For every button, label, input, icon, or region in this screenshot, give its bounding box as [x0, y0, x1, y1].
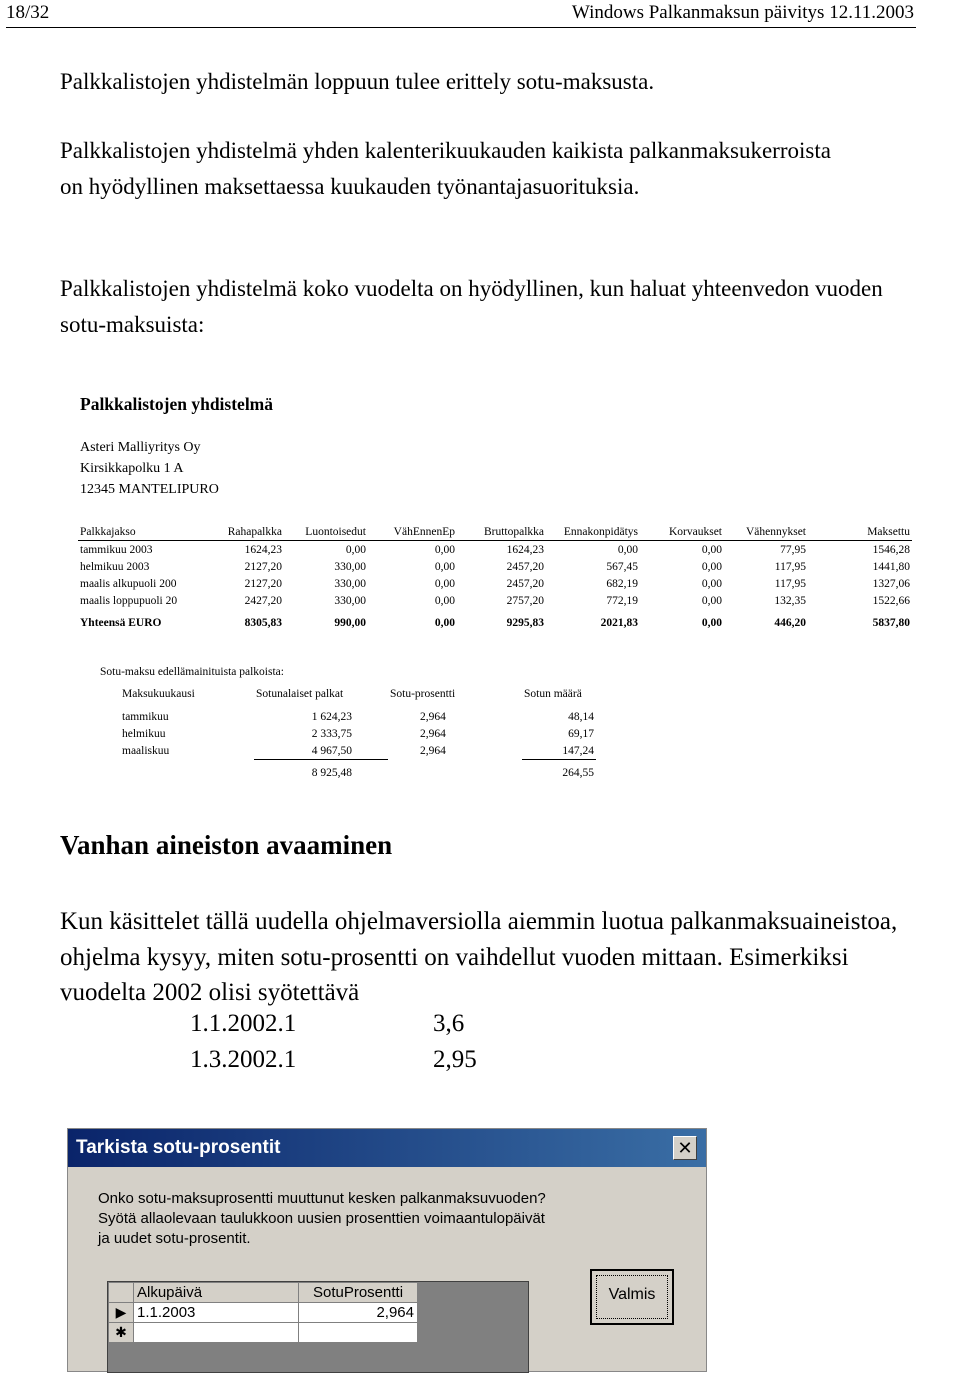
- example-value: 2,95: [433, 1046, 477, 1073]
- column-header: Sotunalaiset palkat: [256, 688, 344, 700]
- sotu-table: [120, 688, 596, 781]
- column-header: VähEnnenEp: [368, 524, 457, 541]
- cell: 567,45: [606, 560, 638, 573]
- table-row: [78, 558, 912, 575]
- dialog-titlebar[interactable]: [68, 1129, 706, 1167]
- section-heading: Vanhan aineiston avaaminen: [60, 830, 393, 860]
- table-header-row: [78, 524, 912, 541]
- sotu-section-title: Sotu-maksu edellämainituista palkoista:: [100, 666, 284, 678]
- cell: tammikuu 2003: [80, 543, 153, 556]
- cell: 2127,20: [244, 560, 282, 573]
- column-header: Maksettu: [808, 524, 912, 541]
- column-header: Maksukuukausi: [122, 688, 195, 700]
- cell: 0,00: [701, 594, 722, 607]
- cell: 0,00: [434, 594, 455, 607]
- cell: Yhteensä EURO: [80, 616, 162, 629]
- percent-cell[interactable]: 2,964: [299, 1303, 418, 1323]
- cell: 147,24: [562, 744, 594, 757]
- cell: 330,00: [334, 577, 366, 590]
- cell: tammikuu: [122, 710, 169, 723]
- dialog-message: [98, 1189, 568, 1249]
- cell: 2457,20: [506, 560, 544, 573]
- paragraph-3: Palkkalistojen yhdistelmä koko vuodelta on hyödyllinen, kun haluat yhteenvedon vuoden sotu-maksuista:: [60, 276, 883, 337]
- table-total-row: [78, 609, 912, 631]
- page-number: 18/32: [6, 2, 50, 23]
- cell: maalis alkupuoli 200: [80, 577, 177, 590]
- cell: 1624,23: [506, 543, 544, 556]
- message-line: Syötä allaolevaan taulukkoon uusien prosenttien voimaantulopäivät: [98, 1210, 545, 1227]
- cell: 77,95: [780, 543, 806, 556]
- date-cell[interactable]: 1.1.2003: [134, 1303, 299, 1323]
- table-row: [120, 742, 596, 760]
- cell: 330,00: [334, 594, 366, 607]
- cell: 1441,80: [872, 560, 910, 573]
- company-name: Asteri Malliyritys Oy: [80, 440, 201, 455]
- column-header: Palkkajakso: [78, 524, 200, 541]
- table-row: [78, 541, 912, 559]
- cell: maalis loppupuoli 20: [80, 594, 178, 607]
- column-header: Ennakonpidätys: [546, 524, 640, 541]
- message-line: ja uudet sotu-prosentit.: [98, 1230, 251, 1247]
- company-street: Kirsikkapolku 1 A: [80, 461, 184, 476]
- cell: 2021,83: [600, 616, 638, 629]
- grid-header-row: [109, 1283, 418, 1303]
- column-header: Vähennykset: [724, 524, 808, 541]
- example-date: 1.3.2002.1: [190, 1046, 297, 1073]
- cell: 0,00: [701, 543, 722, 556]
- cell: 48,14: [568, 710, 594, 723]
- cell: 0,00: [617, 543, 638, 556]
- cell: 0,00: [701, 616, 722, 629]
- cell: 2127,20: [244, 577, 282, 590]
- message-line: Onko sotu-maksuprosentti muuttunut kesken palkanmaksuvuoden?: [98, 1190, 546, 1207]
- cell: 69,17: [568, 727, 594, 740]
- column-header: Sotu-prosentti: [390, 688, 456, 700]
- section-paragraph: Kun käsittelet tällä uudella ohjelmaversiolla aiemmin luotua palkanmaksuaineistoa, ohjelma kysyy, miten sotu-prosentti on vaihdellut vuoden mittaan. Esimerkiksi vuodelta 2002 olisi syötettävä: [60, 908, 898, 1006]
- column-header: Rahapalkka: [200, 524, 284, 541]
- cell: 990,00: [334, 616, 366, 629]
- cell: 2427,20: [244, 594, 282, 607]
- cell: 772,19: [606, 594, 638, 607]
- column-header: Sotun määrä: [524, 688, 582, 700]
- percent-cell[interactable]: [299, 1323, 418, 1343]
- new-row-icon[interactable]: ✱: [109, 1323, 134, 1343]
- cell: 1546,28: [872, 543, 910, 556]
- cell: 117,95: [774, 577, 806, 590]
- table-header-row: [120, 688, 596, 708]
- cell: 0,00: [434, 616, 455, 629]
- cell: 0,00: [701, 577, 722, 590]
- report-title: Palkkalistojen yhdistelmä: [80, 394, 274, 414]
- cell: 1624,23: [244, 543, 282, 556]
- cell: 117,95: [774, 560, 806, 573]
- table-row: [120, 708, 596, 725]
- close-icon[interactable]: ✕: [673, 1136, 697, 1160]
- cell: 1522,66: [872, 594, 910, 607]
- cell: 1 624,23: [311, 710, 352, 723]
- cell: 0,00: [434, 577, 455, 590]
- cell: 2 333,75: [311, 727, 352, 740]
- cell: 8 925,48: [254, 760, 388, 782]
- example-value: 3,6: [433, 1010, 465, 1037]
- example-date: 1.1.2002.1: [190, 1010, 297, 1037]
- date-cell[interactable]: [134, 1323, 299, 1343]
- cell: 5837,80: [872, 616, 910, 629]
- cell: 2,964: [420, 727, 446, 740]
- cell: helmikuu: [122, 727, 166, 740]
- cell: 2,964: [420, 744, 446, 757]
- cell: 330,00: [334, 560, 366, 573]
- paragraph-1: Palkkalistojen yhdistelmän loppuun tulee erittely sotu-maksusta.: [60, 69, 655, 94]
- company-city: 12345 MANTELIPURO: [80, 482, 219, 497]
- table-total-row: [120, 760, 596, 782]
- cell: 0,00: [345, 543, 366, 556]
- header-divider: [6, 27, 916, 28]
- cell: 0,00: [701, 560, 722, 573]
- row-selector-icon[interactable]: ▶: [109, 1303, 134, 1323]
- cell: 682,19: [606, 577, 638, 590]
- grid-row[interactable]: [109, 1303, 418, 1323]
- cell: 4 967,50: [311, 744, 352, 757]
- cell: 9295,83: [506, 616, 544, 629]
- document-title: Windows Palkanmaksun päivitys 12.11.2003: [571, 2, 914, 23]
- cell: 0,00: [434, 560, 455, 573]
- done-button-label: Valmis: [608, 1286, 656, 1303]
- done-button[interactable]: [590, 1269, 674, 1325]
- cell: 2457,20: [506, 577, 544, 590]
- grid-new-row[interactable]: [109, 1323, 418, 1343]
- cell: 8305,83: [244, 616, 282, 629]
- cell: maaliskuu: [122, 744, 170, 757]
- table-row: [78, 575, 912, 592]
- payroll-summary-table: [78, 524, 912, 631]
- cell: helmikuu 2003: [80, 560, 150, 573]
- cell: 2757,20: [506, 594, 544, 607]
- dialog-title: Tarkista sotu-prosentit: [76, 1137, 281, 1158]
- cell: 1327,06: [872, 577, 910, 590]
- column-header: Bruttopalkka: [457, 524, 546, 541]
- cell: 446,20: [774, 616, 806, 629]
- sotu-dialog: [67, 1128, 707, 1372]
- paragraph-2: Palkkalistojen yhdistelmä yhden kalenterikuukauden kaikista palkanmaksukerroista on hyödyllinen maksettaessa kuukauden työnantajasuorituksia.: [60, 138, 831, 199]
- cell: 132,35: [774, 594, 806, 607]
- cell: 2,964: [420, 710, 446, 723]
- table-row: [78, 592, 912, 609]
- cell: 264,55: [522, 760, 596, 782]
- column-header: Luontoisedut: [284, 524, 368, 541]
- cell: 0,00: [434, 543, 455, 556]
- column-header[interactable]: SotuProsentti: [299, 1283, 418, 1303]
- column-header[interactable]: Alkupäivä: [134, 1283, 299, 1303]
- table-row: [120, 725, 596, 742]
- percent-grid[interactable]: [107, 1281, 529, 1373]
- column-header: Korvaukset: [640, 524, 724, 541]
